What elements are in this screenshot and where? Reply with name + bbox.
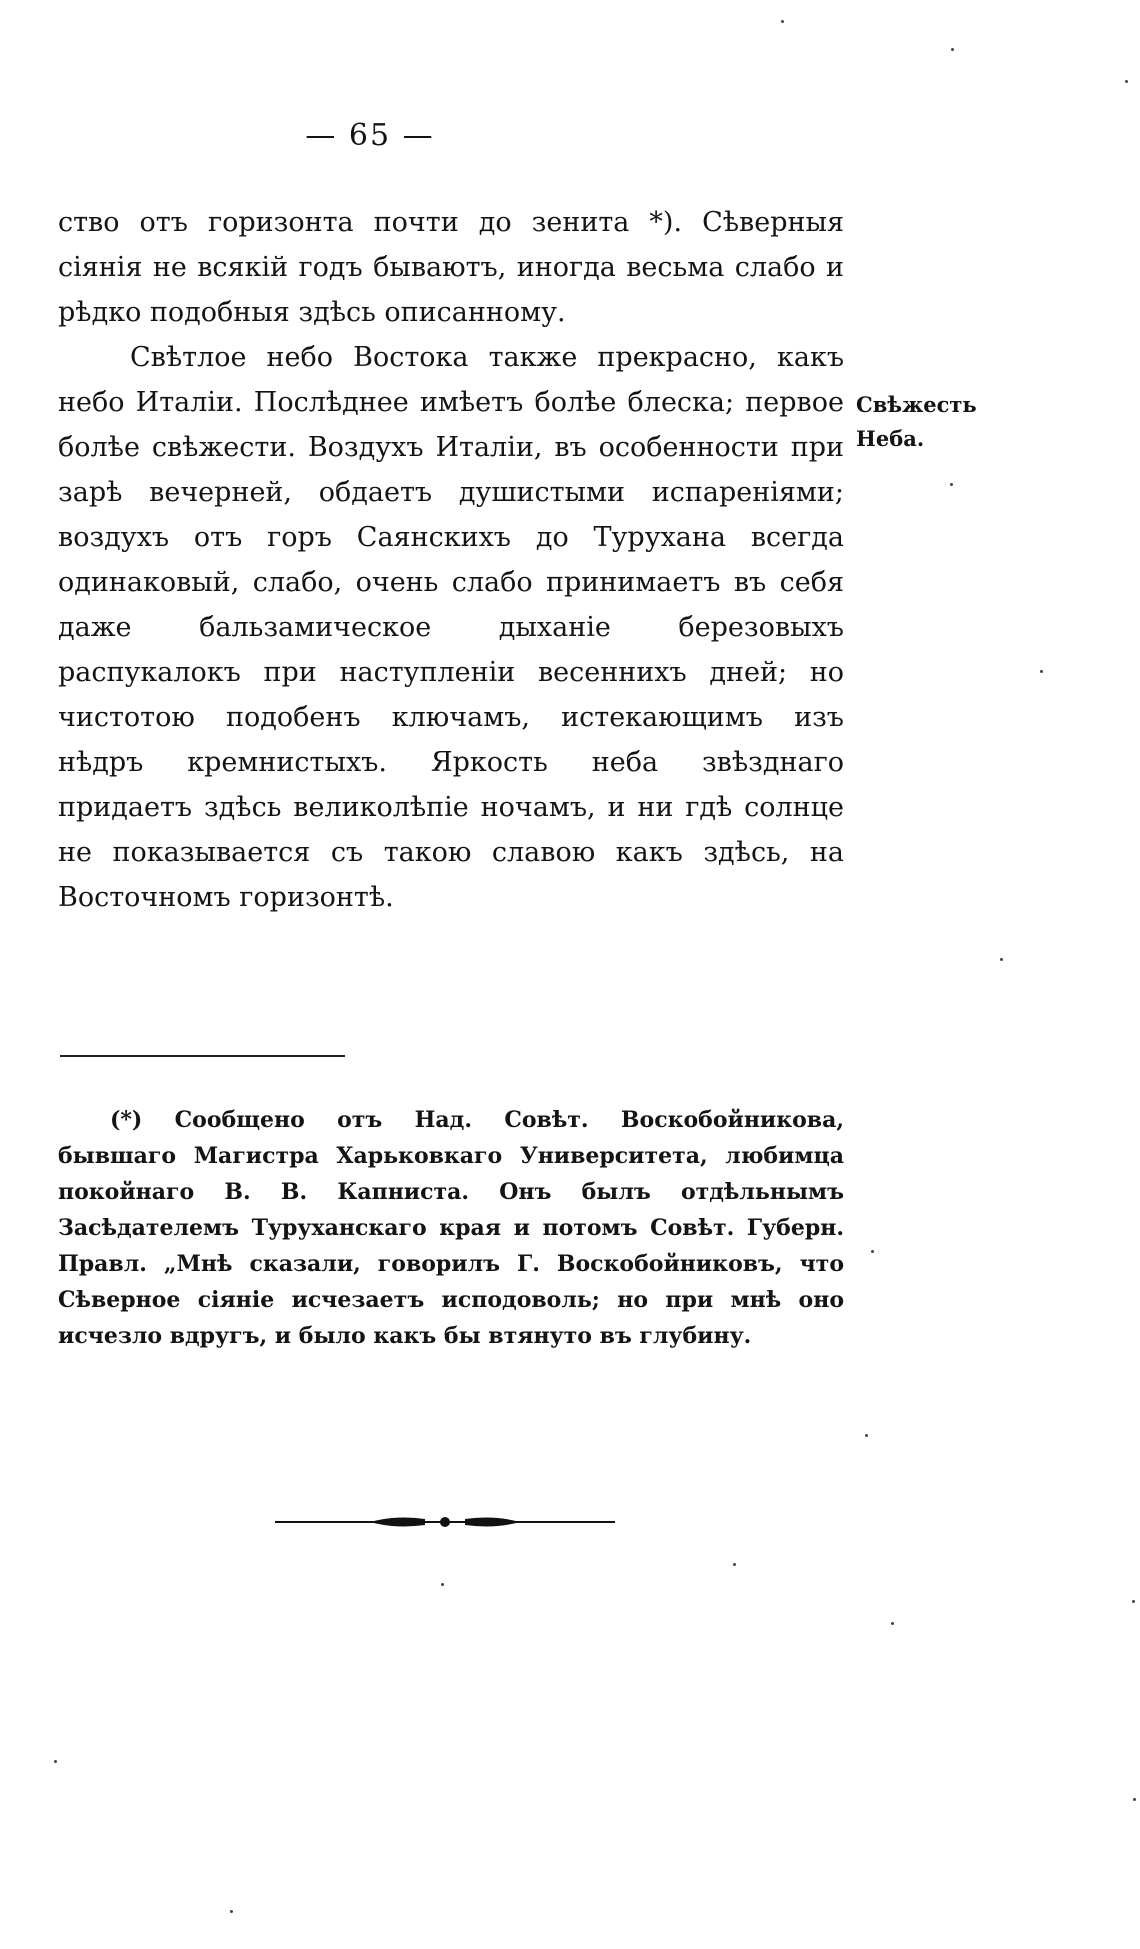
- main-text: [58, 200, 844, 920]
- paper-speck: [951, 48, 954, 51]
- footnote: [58, 1102, 844, 1354]
- paper-speck: [1000, 958, 1003, 961]
- page-number: — 65 —: [305, 118, 435, 153]
- footnote-divider: [60, 1055, 345, 1057]
- paper-speck: [1125, 80, 1128, 83]
- paper-speck: [441, 1583, 444, 1586]
- paper-speck: [54, 1760, 57, 1763]
- paper-speck: [871, 1250, 874, 1253]
- paragraph-sky: Свѣтлое небо Востока также прекрасно, какъ небо Италіи. Послѣднее имѣетъ болѣе блеска; первое болѣе свѣжести. Воздухъ Италіи, въ особенности при зарѣ вечерней, обдаетъ душистыми испареніями; воздухъ отъ горъ Саянскихъ до Туруханa всегда одинаковый, слабо, очень слабо принимаетъ въ себя даже бальзамическое дыханіе березовыхъ распукалокъ при наступленіи весеннихъ дней; но чистотою подобенъ ключамъ, истекающимъ изъ нѣдръ кремнистыхъ. Яркость неба звѣзднаго придаетъ здѣсь великолѣпіе ночамъ, и ни гдѣ солнце не показывается съ такою славою какъ здѣсь, на Восточномъ горизонтѣ.: [58, 342, 844, 913]
- paper-speck: [733, 1563, 736, 1566]
- paper-speck: [1132, 1600, 1135, 1603]
- paper-speck: [230, 1910, 233, 1913]
- ornament-divider-icon: [275, 1510, 615, 1534]
- paper-speck: [891, 1622, 894, 1625]
- paragraph-continuation: ство отъ горизонта почти до зенита *). Сѣверныя сіянія не всякій годъ бываютъ, иногда весьма слабо и рѣдко подобныя здѣсь описанному.: [58, 207, 844, 328]
- paper-speck: [865, 1434, 868, 1437]
- paper-speck: [1133, 1798, 1136, 1801]
- paper-speck: [781, 20, 784, 23]
- footnote-text: (*) Сообщено отъ Над. Совѣт. Воскобойникова, бывшаго Магистра Харьковкаго Университета, любимца покойнаго В. В. Капниста. Онъ былъ отдѣльнымъ Засѣдателемъ Туруханскаго края и потомъ Совѣт. Губерн. Правл. „Мнѣ сказали, говорилъ Г. Воскобойниковъ, что Сѣверное сіяніе исчезаетъ исподоволь; но при мнѣ оно исчезло вдругъ, и было какъ бы втянуто въ глубину.: [58, 1107, 844, 1349]
- paper-speck: [1040, 670, 1043, 673]
- paper-speck: [950, 483, 953, 486]
- margin-note: Свѣжесть Неба.: [856, 392, 977, 451]
